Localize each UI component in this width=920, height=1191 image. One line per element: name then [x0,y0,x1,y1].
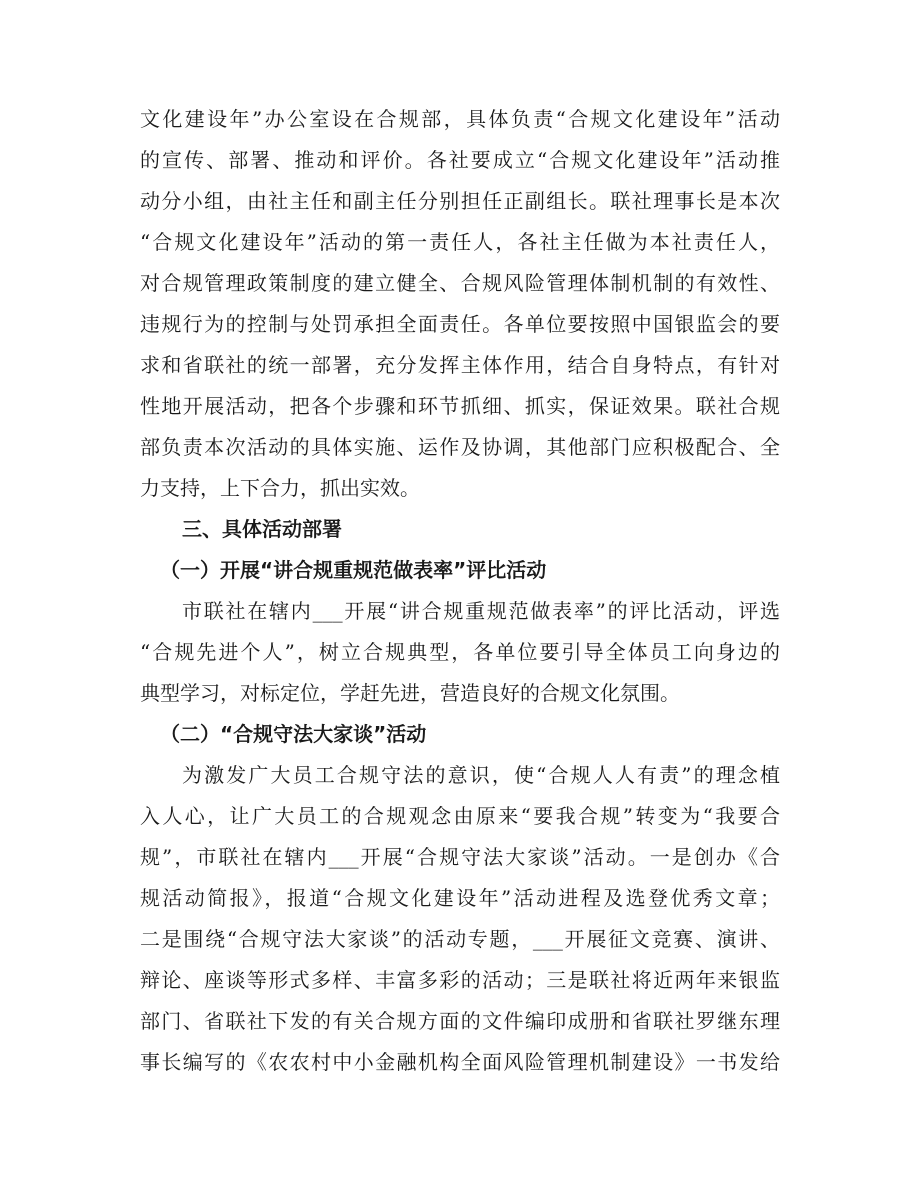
paragraph-line: 的宣传、部署、推动和评价。各社要成立“合规文化建设年”活动推 [140,148,780,172]
section-heading: 三、具体活动部署 [182,517,342,541]
subsection-heading: （二）“合规守法大家谈”活动 [160,722,427,746]
paragraph-line: 违规行为的控制与处罚承担全面责任。各单位要按照中国银监会的要 [140,312,780,336]
paragraph-line: 规活动简报》，报道“合规文化建设年”活动进程及选登优秀文章； [140,886,780,910]
paragraph-line: 二是围绕“合规守法大家谈”的活动专题，___开展征文竞赛、演讲、 [140,927,780,951]
paragraph-line: 事长编写的《农农村中小金融机构全面风险管理机制建设》一书发给 [140,1050,780,1074]
paragraph-line: 部负责本次活动的具体实施、运作及协调，其他部门应积极配合、全 [140,435,780,459]
paragraph-line: “合规文化建设年”活动的第一责任人，各社主任做为本社责任人， [140,230,780,254]
paragraph-line: 力支持，上下合力，抓出实效。 [140,476,420,500]
paragraph-line: 动分小组，由社主任和副主任分别担任正副组长。联社理事长是本次 [140,189,780,213]
paragraph-line: 入人心，让广大员工的合规观念由原来“要我合规”转变为“我要合 [140,804,780,828]
paragraph-line: 典型学习，对标定位，学赶先进，营造良好的合规文化氛围。 [140,681,680,705]
paragraph-line: 市联社在辖内___开展“讲合规重规范做表率”的评比活动，评选 [182,599,780,623]
paragraph-line: 文化建设年”办公室设在合规部，具体负责“合规文化建设年”活动 [140,107,780,131]
paragraph-line: 为激发广大员工合规守法的意识，使“合规人人有责”的理念植 [182,763,780,787]
paragraph-line: “合规先进个人”，树立合规典型，各单位要引导全体员工向身边的 [140,640,780,664]
paragraph-line: 求和省联社的统一部署，充分发挥主体作用，结合自身特点，有针对 [140,353,780,377]
paragraph-line: 规”，市联社在辖内___开展“合规守法大家谈”活动。一是创办《合 [140,845,780,869]
paragraph-line: 辩论、座谈等形式多样、丰富多彩的活动；三是联社将近两年来银监 [140,968,780,992]
paragraph-line: 部门、省联社下发的有关合规方面的文件编印成册和省联社罗继东理 [140,1009,780,1033]
subsection-heading: （一）开展“讲合规重规范做表率”评比活动 [160,558,547,582]
paragraph-line: 对合规管理政策制度的建立健全、合规风险管理体制机制的有效性、 [140,271,780,295]
paragraph-line: 性地开展活动，把各个步骤和环节抓细、抓实，保证效果。联社合规 [140,394,780,418]
